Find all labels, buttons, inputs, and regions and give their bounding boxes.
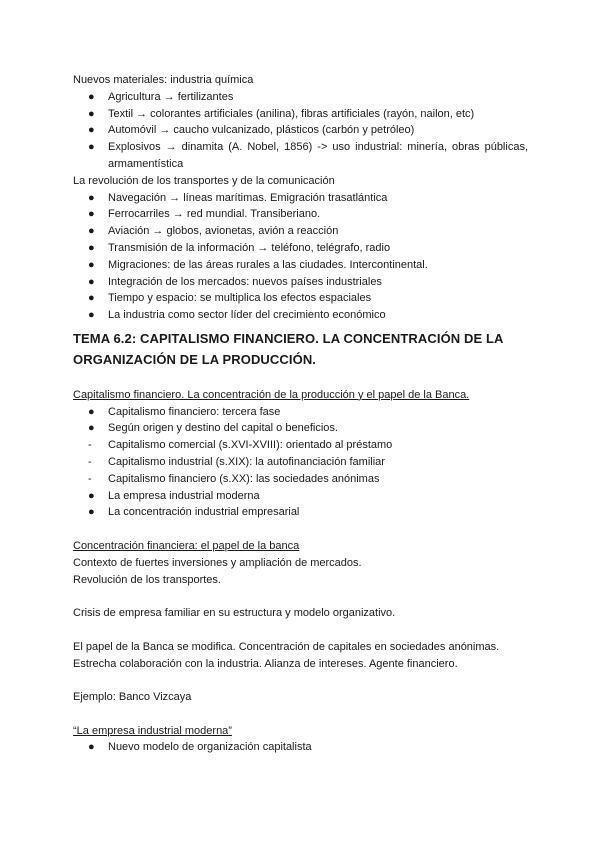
list-item: ● Nuevo modelo de organización capitalista	[73, 739, 528, 756]
bullet-icon: ●	[88, 405, 95, 418]
list-item: ● Automóvil → caucho vulcanizado, plásticos (carbón y petróleo)	[73, 122, 528, 139]
bullet-icon: ●	[88, 141, 95, 154]
spacer	[73, 706, 528, 723]
dash-icon: -	[88, 472, 92, 485]
bullet-icon: ●	[88, 191, 95, 204]
bullet-icon: ●	[88, 241, 95, 254]
bullet-icon: ●	[88, 741, 95, 754]
list-item: ● Integración de los mercados: nuevos países industriales	[73, 274, 528, 291]
section-heading-transportes: La revolución de los transportes y de la comunicación	[73, 174, 335, 187]
section-heading-materiales: Nuevos materiales: industria química	[73, 74, 254, 86]
bullet-icon: ●	[88, 506, 95, 519]
dash-icon: -	[88, 455, 92, 468]
section-heading-concentracion: Concentración financiera: el papel de la banca	[73, 539, 300, 552]
list-item: ● Capitalismo financiero: tercera fase	[73, 404, 528, 421]
list-item: ● Migraciones: de las áreas rurales a las ciudades. Intercontinental.	[73, 257, 528, 274]
list-capitalismo	[73, 404, 528, 522]
list-empresa	[73, 739, 528, 756]
bullet-icon: ●	[88, 124, 95, 137]
bullet-icon: ●	[88, 90, 95, 103]
bullet-icon: ●	[88, 275, 95, 288]
spacer	[73, 588, 528, 605]
paragraph-line: Estrecha colaboración con la industria. Alianza de intereses. Agente financiero.	[73, 657, 458, 670]
bullet-icon: ●	[88, 422, 95, 435]
list-item: ● Aviación → globos, avionetas, avión a reacción	[73, 223, 528, 240]
list-item: ● La empresa industrial moderna	[73, 488, 528, 505]
bullet-icon: ●	[88, 107, 95, 120]
bullet-icon: ●	[88, 258, 95, 271]
list-item: ● Navegación → líneas marítimas. Emigración trasatlántica	[73, 190, 528, 207]
paragraph-line: El papel de la Banca se modifica. Concentración de capitales en sociedades anónimas.	[73, 640, 500, 653]
spacer	[73, 622, 528, 639]
bullet-icon: ●	[88, 208, 95, 221]
list-item: ● Explosivos → dinamita (A. Nobel, 1856) -> uso industrial: minería, obras públicas, armamentística	[88, 141, 528, 170]
dash-icon: -	[88, 439, 92, 452]
paragraph-line: Revolución de los transportes.	[73, 573, 221, 586]
list-materiales	[73, 89, 528, 173]
paragraph-crisis: Crisis de empresa familiar en su estructura y modelo organizativo.	[73, 607, 396, 620]
list-transportes	[73, 190, 528, 324]
list-item: ● Ferrocarriles → red mundial. Transiberiano.	[73, 206, 528, 223]
spacer	[73, 521, 528, 538]
list-item: ● Según origen y destino del capital o beneficios.	[73, 420, 528, 437]
document-body	[73, 72, 528, 756]
list-item: - Capitalismo comercial (s.XVI-XVIII): orientado al préstamo	[73, 437, 528, 454]
section-heading-empresa: “La empresa industrial moderna”	[73, 724, 232, 737]
list-item: ● Transmisión de la información → teléfono, telégrafo, radio	[73, 240, 528, 257]
list-item: ● La concentración industrial empresarial	[73, 504, 528, 521]
list-item: - Capitalismo financiero (s.XX): las sociedades anónimas	[73, 471, 528, 488]
bullet-icon: ●	[88, 225, 95, 238]
list-item: ● Agricultura → fertilizantes	[73, 89, 528, 106]
paragraph-example: Ejemplo: Banco Vizcaya	[73, 691, 192, 704]
list-item: - Capitalismo industrial (s.XIX): la autofinanciación familiar	[73, 454, 528, 471]
spacer	[73, 370, 528, 387]
bullet-icon: ●	[88, 292, 95, 305]
bullet-icon: ●	[88, 309, 95, 322]
tema-title: TEMA 6.2: CAPITALISMO FINANCIERO. LA CONCENTRACIÓN DE LA ORGANIZACIÓN DE LA PRODUCCIÓN.	[73, 330, 504, 367]
list-item: ● Tiempo y espacio: se multiplica los efectos espaciales	[73, 290, 528, 307]
list-item: ● Textil → colorantes artificiales (anilina), fibras artificiales (rayón, nailon, etc)	[73, 106, 528, 123]
spacer	[73, 672, 528, 689]
paragraph-line: Contexto de fuertes inversiones y ampliación de mercados.	[73, 556, 362, 569]
section-heading-capitalismo: Capitalismo financiero. La concentración de la producción y el papel de la Banca.	[73, 388, 470, 401]
bullet-icon: ●	[88, 489, 95, 502]
list-item: ● La industria como sector líder del crecimiento económico	[73, 307, 528, 324]
